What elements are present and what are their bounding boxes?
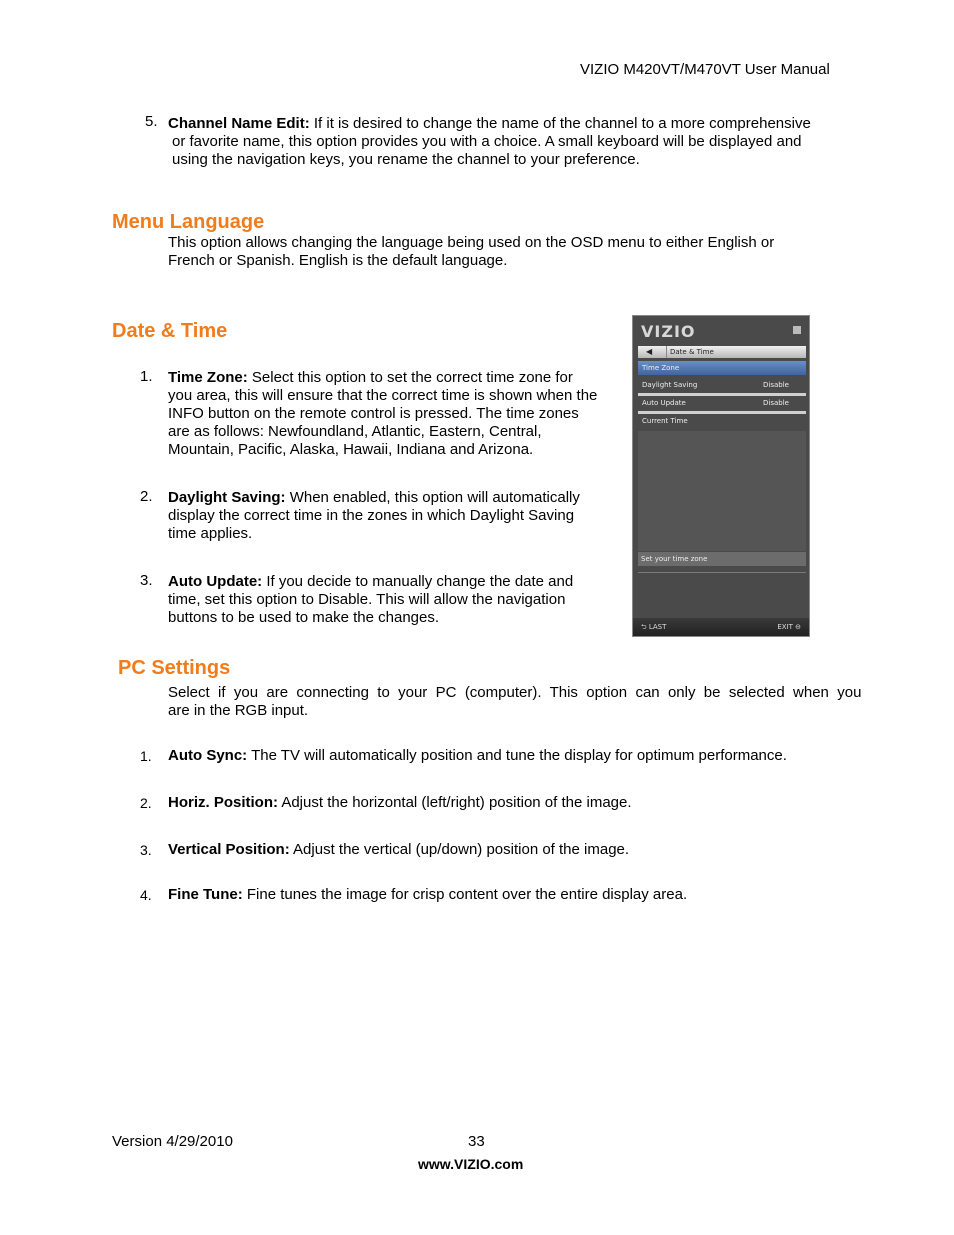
vizio-logo: VIZIO [641,322,696,341]
paragraph-line: Mountain, Pacific, Alaska, Hawaii, Indiana and Arizona. [168,441,534,458]
list-number: 2. [140,488,153,505]
osd-row-time-zone: Time Zone [638,361,806,375]
osd-help-text: Set your time zone [638,552,806,566]
section-heading-date-time: Date & Time [112,320,228,342]
osd-menu-header [638,346,806,358]
daylight-saving-paragraph [168,489,628,543]
paragraph-line: Select if you are connecting to your PC (computer). This option can only be selected when you [168,684,862,701]
list-number: 3. [140,572,153,589]
footer-version: Version 4/29/2010 [112,1133,233,1150]
term-label: Daylight Saving: [168,489,286,506]
auto-sync-item: Auto Sync: The TV will automatically position and tune the display for optimum performance. [168,747,787,764]
list-number: 3. [140,842,152,858]
paragraph-line: buttons to be used to make the changes. [168,609,440,626]
auto-update-paragraph [168,573,628,627]
osd-row-daylight-saving: Daylight Saving Disable [642,381,789,389]
page-header-title: VIZIO M420VT/M470VT User Manual [580,61,830,78]
vertical-position-item: Vertical Position: Adjust the vertical (up/down) position of the image. [168,841,630,858]
paragraph-line: you area, this will ensure that the correct time is shown when the [168,387,598,404]
list-number: 2. [140,795,152,811]
osd-divider [638,572,806,573]
section-heading-menu-language: Menu Language [112,211,265,233]
term-label: Auto Update: [168,573,263,590]
list-number: 1. [140,368,153,385]
time-zone-paragraph [168,369,628,459]
osd-exit-label: EXIT ⊖ [777,623,801,631]
paragraph-line: Auto Update: If you decide to manually change the date and [168,573,574,590]
paragraph-line: French or Spanish. English is the default language. [168,252,508,269]
paragraph-line: display the correct time in the zones in which Daylight Saving [168,507,575,524]
osd-empty-area [638,431,806,551]
paragraph-line: INFO button on the remote control is pressed. The time zones [168,405,579,422]
section-heading-pc-settings: PC Settings [118,657,231,679]
menu-language-paragraph [168,234,848,270]
horiz-position-item: Horiz. Position: Adjust the horizontal (left/right) position of the image. [168,794,632,811]
paragraph-line: Time Zone: Select this option to set the correct time zone for [168,369,573,386]
back-arrow-icon: ◀ [646,346,667,358]
paragraph-line: are in the RGB input. [168,702,309,719]
footer-url[interactable]: www.VIZIO.com [418,1156,524,1172]
list-number: 4. [140,887,152,903]
footer-page-number: 33 [468,1133,485,1150]
paragraph-line: are as follows: Newfoundland, Atlantic, Eastern, Central, [168,423,542,440]
paragraph-line: Daylight Saving: When enabled, this option will automatically [168,489,580,506]
paragraph-line: time applies. [168,525,253,542]
paragraph-line: using the navigation keys, you rename the channel to your preference. [172,151,640,168]
term-label: Time Zone: [168,369,248,386]
list-number: 1. [140,748,152,764]
pc-settings-intro [168,684,862,720]
paragraph-line: time, set this option to Disable. This will allow the navigation [168,591,566,608]
home-icon [793,326,801,334]
fine-tune-item: Fine Tune: Fine tunes the image for crisp content over the entire display area. [168,886,688,903]
osd-date-time-screenshot [632,315,810,637]
list-number: 5. [145,113,158,130]
term-label: Channel Name Edit: [168,115,310,132]
osd-last-label: ⮌ LAST [641,623,667,631]
paragraph-line: Channel Name Edit: If it is desired to change the name of the channel to a more comprehensive [168,115,811,132]
osd-row-auto-update: Auto Update Disable [642,399,789,407]
osd-footer [633,618,809,636]
paragraph-line: or favorite name, this option provides you with a choice. A small keyboard will be displayed and [172,133,802,150]
osd-row-current-time: Current Time [642,417,688,425]
channel-name-edit-paragraph [168,115,848,169]
osd-header-label: Date & Time [670,348,714,356]
paragraph-line: This option allows changing the language being used on the OSD menu to either English or [168,234,775,251]
